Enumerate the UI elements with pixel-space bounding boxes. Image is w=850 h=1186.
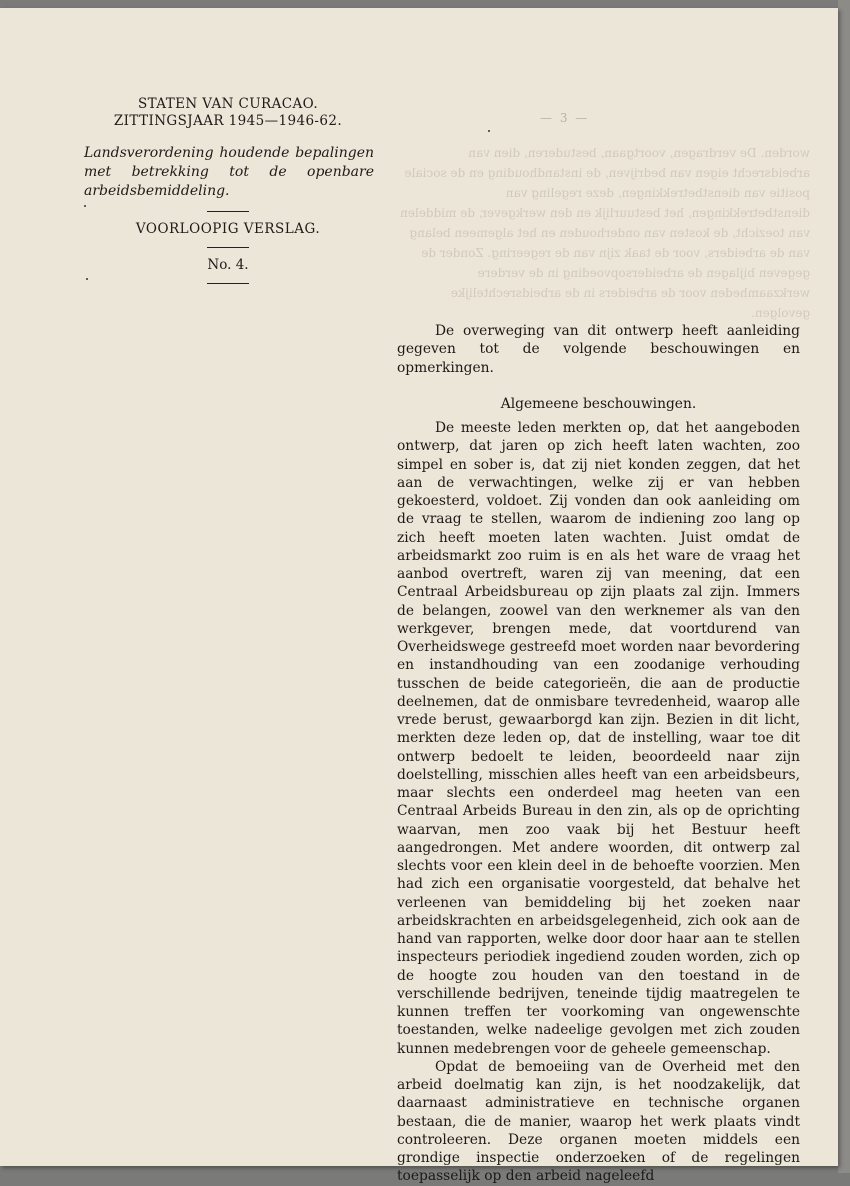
bleed-through-text: worden. De verdragen, voortgaan, bestuderen, dien van arbeidsrecht eigen van bedrijven, de instandhouding en de sociale positie van dienstbetrekkingen, deze regeling van dienstbetrekkingen, het bestuurlijk en den werkgever, de middelen van toezicht, de kosten van onderhouden en het algemeen belang van de arbeiders, voor de taak zijn van de regeering. Zonder de gegeven bijlagen de arbeidersopvoeding in de verdere werkzaamheden voor de arbeiders in de arbeidsrechtelijke gevolgen. — [400, 146, 810, 320]
intro-paragraph: De overweging van dit ontwerp heeft aanleiding gegeven tot de volgende beschouwingen en opmerkingen. — [397, 323, 800, 376]
subject-title: Landsverordening houdende bepalingen met betrekking tot de openbare arbeidsbemiddeling. — [84, 145, 374, 199]
divider-rule — [207, 211, 249, 212]
report-body — [397, 322, 800, 1186]
session-year: ZITTINGSJAAR 1945—1946-62. — [113, 113, 343, 129]
body-paragraph: Opdat de bemoeiing van de Overheid met den arbeid doelmatig kan zijn, is het noodzakelijk, dat daarnaast administratieve en technische organen bestaan, die de manier, waarop het werk plaats vindt controleeren. Deze organen moeten middels een grondige inspectie onderzoeken of de regelingen toepasselijk op den arbeid nageleefd — [397, 1058, 800, 1185]
title-block — [78, 96, 378, 293]
speck — [84, 205, 86, 207]
divider-rule — [207, 247, 249, 248]
body-paragraph: De meeste leden merkten op, dat het aangeboden ontwerp, dat jaren op zich heeft laten wachten, zoo simpel en sober is, dat zij niet konden zeggen, dat het aan de verwachtingen, welke zij er van hebben gekoesterd, voldoet. Zij vonden dan ook aanleiding om de vraag te stellen, waarom de indiening zoo lang op zich heeft moeten laten wachten. Juist omdat de arbeidsmarkt zoo ruim is en als het ware de vraag het aanbod overtreft, waren zij van meening, dat een Centraal Arbeidsbureau op zijn plaats zal zijn. Immers de belangen, zoowel van den werknemer als van den werkgever, brengen mede, dat voortdurend van Overheidswege gestreefd moet worden naar bevordering en instandhouding van een zoodanige verhouding tusschen de beide categorieën, die aan de productie deelnemen, dat de onmisbare tevredenheid, waarop alle vrede berust, gewaarborgd kan zijn. Bezien in dit licht, merkten deze leden op, dat de instelling, waar toe dit ontwerp bedoelt te leiden, beoordeeld naar zijn doelstelling, misschien alles heeft van een arbeidsbeurs, maar slechts een onderdeel mag heeten van een Centraal Arbeids Bureau in den zin, als op de oprichting waarvan, men zoo vaak bij het Bestuur heeft aangedrongen. Met andere woorden, dit ontwerp zal slechts voor een klein deel in de behoefte voorzien. Men had zich een organisatie voorgesteld, dat behalve het verleenen van bemiddeling bij het zoeken naar arbeidskrachten en arbeidsgelegenheid, zich ook aan de hand van rapporten, welke door door haar aan te stellen inspecteurs periodiek ingediend zouden worden, zich op de hoogte zou houden van den toestand in de verschillende bedrijven, teneinde tijdig maatregelen te kunnen treffen ter voorkoming van ongewenschte toestanden, welke nadeelige gevolgen met zich zouden kunnen medebrengen voor de geheele gemeenschap. — [397, 420, 800, 1057]
page-number: — 3 — — [540, 111, 590, 125]
divider-rule — [207, 283, 249, 284]
document-number: No. 4. — [207, 257, 249, 273]
scan-margin — [838, 0, 850, 1173]
assembly-name: STATEN VAN CURACAO. — [137, 96, 319, 112]
speck — [488, 130, 490, 132]
section-heading: Algemeene beschouwingen. — [500, 395, 697, 412]
document-page — [0, 8, 838, 1185]
report-type: VOORLOOPIG VERSLAG. — [135, 221, 321, 237]
speck — [86, 278, 88, 280]
